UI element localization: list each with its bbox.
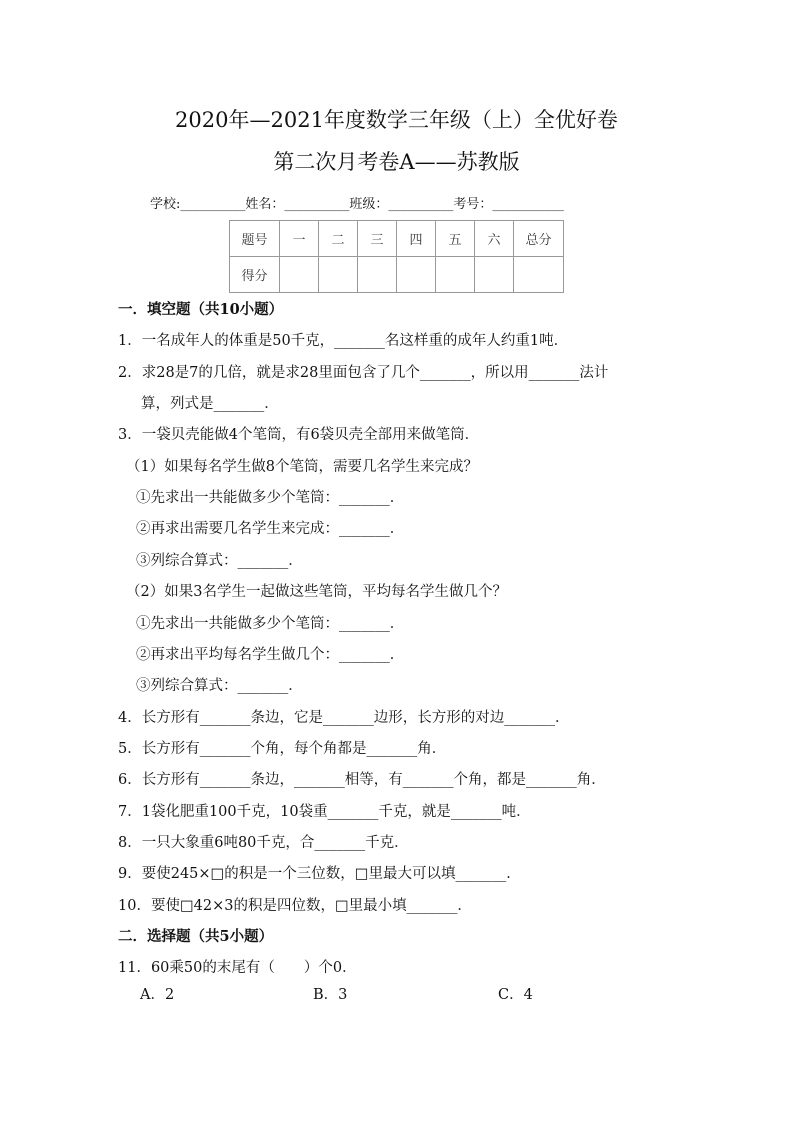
question-line: 11．60乘50的末尾有（ ）个0． — [118, 960, 357, 977]
score-table-score-row — [230, 257, 564, 293]
question-line: 8．一只大象重6吨80千克，合_______千克． — [118, 834, 409, 851]
score-cell — [436, 257, 475, 293]
score-table — [229, 220, 564, 293]
header-cell: 总分 — [514, 221, 564, 257]
question-line: 5．长方形有_______个角，每个角都是_______角． — [118, 740, 447, 757]
question-line: 6．长方形有_______条边，_______相等，有_______个角，都是_______角． — [118, 772, 606, 789]
page-subtitle: 第二次月考卷A——苏教版 — [273, 150, 520, 174]
header-cell: 二 — [319, 221, 358, 257]
question-line: ③列综合算式：_______． — [136, 552, 303, 569]
header-cell: 三 — [358, 221, 397, 257]
question-line: 7．1袋化肥重100千克，10袋重_______千克，就是_______吨． — [118, 803, 531, 820]
page-title: 2020年—2021年度数学三年级（上）全优好卷 — [175, 108, 618, 132]
section-heading: 二．选择题（共5小题） — [118, 928, 274, 945]
question-line: 1．一名成年人的体重是50千克，_______名这样重的成年人约重1吨． — [118, 333, 569, 350]
option-a: A．2 — [140, 987, 175, 1003]
row-label: 得分 — [230, 257, 280, 293]
section-heading: 一．填空题（共10小题） — [118, 301, 284, 318]
header-cell: 一 — [280, 221, 319, 257]
header-cell: 题号 — [230, 221, 280, 257]
header-cell: 五 — [436, 221, 475, 257]
question-line: ①先求出一共能做多少个笔筒：_______． — [136, 615, 405, 632]
question-line: 4．长方形有_______条边，它是_______边形，长方形的对边_______． — [118, 709, 570, 726]
question-line: 9．要使245×□的积是一个三位数，□里最大可以填_______． — [118, 866, 521, 883]
score-cell — [397, 257, 436, 293]
score-cell — [280, 257, 319, 293]
question-line: （2）如果3名学生一起做这些笔筒，平均每名学生做几个？ — [126, 584, 507, 601]
score-cell — [358, 257, 397, 293]
question-line: ②再求出平均每名学生做几个：_______． — [136, 646, 405, 663]
option-c: C．4 — [498, 987, 533, 1003]
question-line: 2．求28是7的几倍，就是求28里面包含了几个_______，所以用_______法计 — [118, 364, 609, 381]
question-line: 算，列式是_______． — [141, 396, 279, 413]
header-cell: 六 — [475, 221, 514, 257]
score-cell — [319, 257, 358, 293]
question-line: ①先求出一共能做多少个笔筒：_______． — [136, 490, 405, 507]
question-line: （1）如果每名学生做8个笔筒，需要几名学生来完成？ — [126, 458, 478, 475]
score-cell — [514, 257, 564, 293]
student-info-line: 学校:__________姓名：__________班级：__________考号：___________ — [150, 197, 564, 212]
question-line: ②再求出需要几名学生来完成：_______． — [136, 521, 405, 538]
score-cell — [475, 257, 514, 293]
score-table-header-row — [230, 221, 564, 257]
option-b: B．3 — [313, 987, 348, 1003]
question-line: ③列综合算式：_______． — [136, 678, 303, 695]
header-cell: 四 — [397, 221, 436, 257]
question-line: 3．一袋贝壳能做4个笔筒，有6袋贝壳全部用来做笔筒． — [118, 427, 480, 444]
question-line: 10．要使□42×3的积是四位数，□里最小填_______． — [118, 897, 472, 914]
